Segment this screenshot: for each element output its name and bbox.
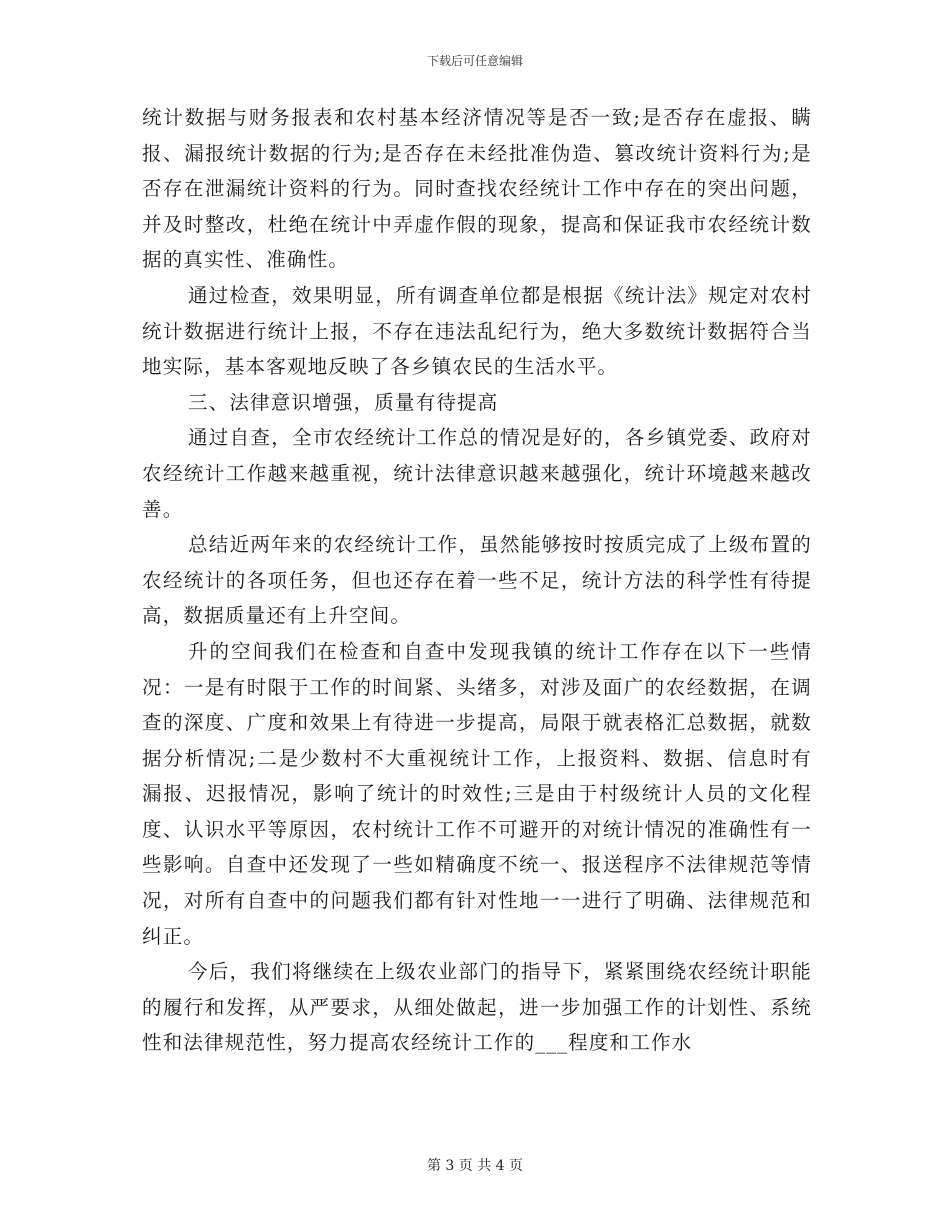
paragraph-1: 统计数据与财务报表和农村基本经济情况等是否一致;是否存在虚报、瞒报、漏报统计数据的行为;是否存在未经批准伪造、篡改统计资料行为;是否存在泄漏统计资料的行为。同时查找农经统计工作中存在的突出问题，并及时整改，杜绝在统计中弄虚作假的现象，提高和保证我市农经统计数据的真实性、准确性。: [142, 106, 812, 272]
paragraph-3: 通过自查，全市农经统计工作总的情况是好的，各乡镇党委、政府对农经统计工作越来越重视，统计法律意识越来越强化，统计环境越来越改善。: [142, 426, 812, 521]
page-number-footer: 第 3 页 共 4 页: [426, 1158, 524, 1174]
paragraph-6: 今后，我们将继续在上级农业部门的指导下，紧紧围绕农经统计职能的履行和发挥，从严要求，从细处做起，进一步加强工作的计划性、系统性和法律规范性，努力提高农经统计工作的___程度和工作水: [142, 960, 812, 1055]
paragraph-2: 通过检查，效果明显，所有调查单位都是根据《统计法》规定对农村统计数据进行统计上报，不存在违法乱纪行为，绝大多数统计数据符合当地实际，基本客观地反映了各乡镇农民的生活水平。: [142, 283, 812, 379]
document-body: [142, 100, 812, 1061]
section-heading: 三、法律意识增强，质量有待提高: [188, 390, 499, 414]
paragraph-4: 总结近两年来的农经统计工作，虽然能够按时按质完成了上级布置的农经统计的各项任务，但也还存在着一些不足，统计方法的科学性有待提高，数据质量还有上升空间。: [142, 533, 812, 628]
paragraph-5: 升的空间我们在检查和自查中发现我镇的统计工作存在以下一些情况：一是有时限于工作的时间紧、头绪多，对涉及面广的农经数据，在调查的深度、广度和效果上有待进一步提高，局限于就表格汇总数据，就数据分析情况;二是少数村不大重视统计工作，上报资料、数据、信息时有漏报、迟报情况，影响了统计的时效性;三是由于村级统计人员的文化程度、认识水平等原因，农村统计工作不可避开的对统计情况的准确性有一些影响。自查中还发现了一些如精确度不统一、报送程序不法律规范等情况，对所有自查中的问题我们都有针对性地一一进行了明确、法律规范和纠正。: [142, 639, 812, 948]
page-header: 下载后可任意编辑: [426, 54, 523, 68]
